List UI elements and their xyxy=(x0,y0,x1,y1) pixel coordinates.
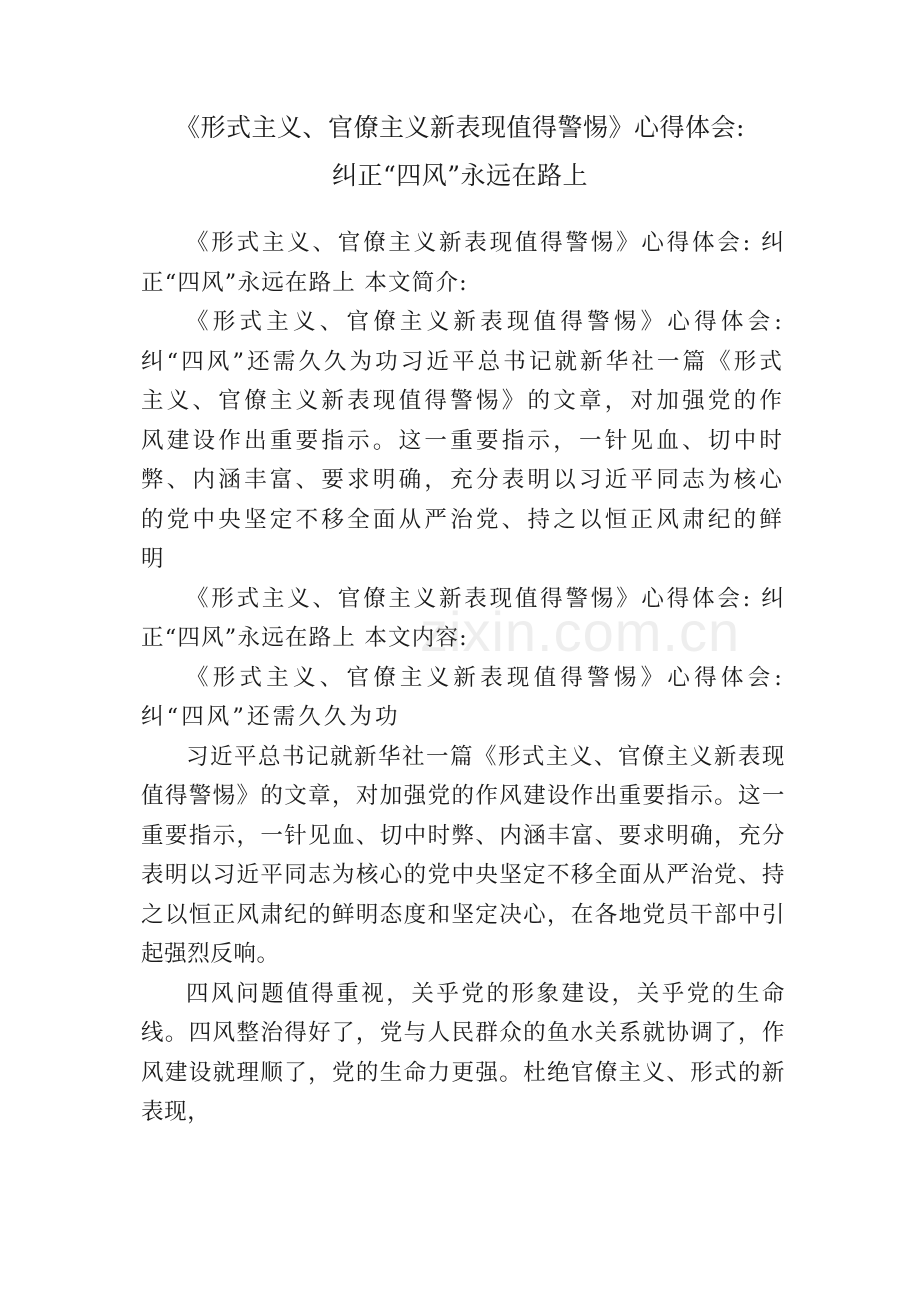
paragraph-subheading: 《形式主义、官僚主义新表现值得警惕》心得体会: 纠“四风”还需久久为功 xyxy=(141,664,785,730)
paragraph-body-2: 四风问题值得重视，关乎党的形象建设，关乎党的生命线。四风整治得好了，党与人民群众的鱼水关系就协调了，作风建设就理顺了，党的生命力更强。杜绝官僚主义、形式的新表现， xyxy=(141,980,785,1125)
document-title-line-1: 《形式主义、官僚主义新表现值得警惕》心得体会: xyxy=(175,113,745,142)
document-body xyxy=(141,224,785,1133)
paragraph-intro-heading: 《形式主义、官僚主义新表现值得警惕》心得体会: 纠正“四风”永远在路上 本文简介: xyxy=(141,230,785,296)
paragraph-summary: 《形式主义、官僚主义新表现值得警惕》心得体会: 纠“四风”还需久久为功习近平总书记就新华社一篇《形式主义、官僚主义新表现值得警惕》的文章，对加强党的作风建设作出重要指示。这一重要指示，一针见血、切中时弊、内涵丰富、要求明确，充分表明以习近平同志为核心的党中央坚定不移全面从严治党、持之以恒正风肃纪的鲜明 xyxy=(141,309,785,572)
document-title-line-2: 纠正“四风”永远在路上 xyxy=(331,161,589,190)
watermark-text: zixin.com.cn xyxy=(420,600,741,663)
paragraph-content-heading: 《形式主义、官僚主义新表现值得警惕》心得体会: 纠正“四风”永远在路上 本文内容: xyxy=(141,585,785,651)
paragraph-body-1: 习近平总书记就新华社一篇《形式主义、官僚主义新表现值得警惕》的文章，对加强党的作风建设作出重要指示。这一重要指示，一针见血、切中时弊、内涵丰富、要求明确，充分表明以习近平同志为核心的党中央坚定不移全面从严治党、持之以恒正风肃纪的鲜明态度和坚定决心，在各地党员干部中引起强烈反响。 xyxy=(141,743,785,967)
